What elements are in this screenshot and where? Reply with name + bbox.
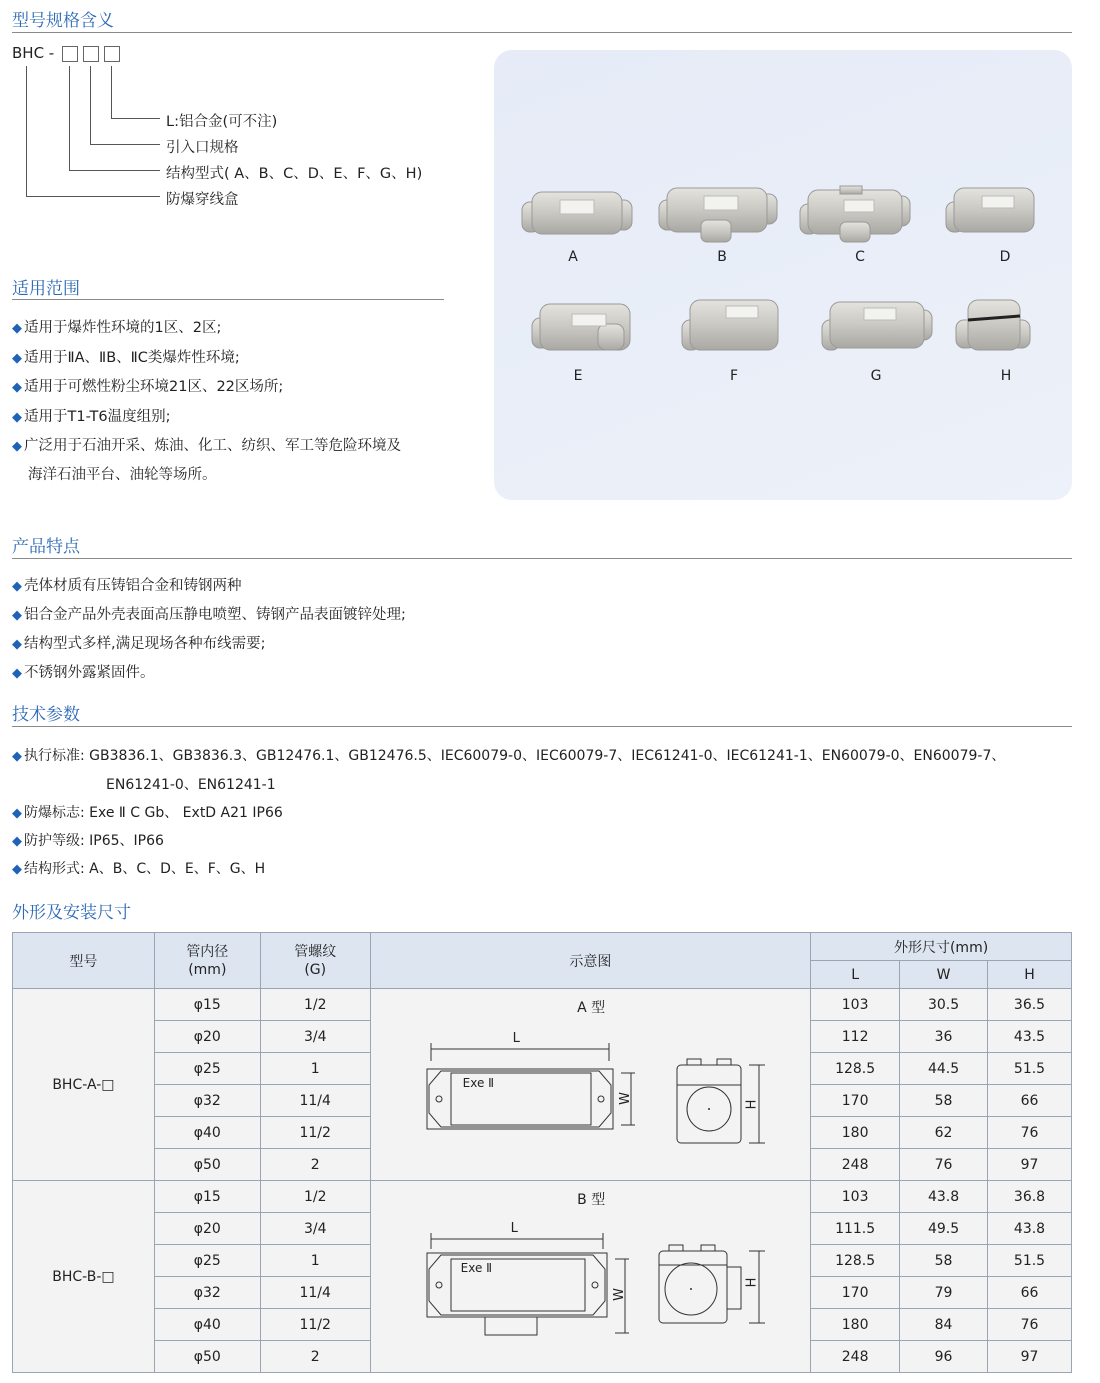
- h-cell: 51.5: [988, 1245, 1072, 1277]
- thread-cell: 1: [260, 1245, 370, 1277]
- thread-cell: 11/2: [260, 1117, 370, 1149]
- leader-line: [26, 196, 160, 197]
- w-cell: 43.8: [900, 1181, 988, 1213]
- diameter-cell: φ32: [154, 1277, 260, 1309]
- product-a-image: [522, 192, 632, 234]
- header-l: L: [811, 961, 900, 989]
- l-cell: 248: [811, 1341, 900, 1373]
- header-model: 型号: [13, 933, 155, 989]
- l-cell: 180: [811, 1117, 900, 1149]
- product-c-image: [800, 186, 910, 242]
- l-cell: 128.5: [811, 1245, 900, 1277]
- diagram-title-b: B 型: [577, 1192, 606, 1208]
- product-b-image: [659, 188, 777, 242]
- header-thread: 管螺纹 (G): [260, 933, 370, 989]
- thread-cell: 2: [260, 1149, 370, 1181]
- diagram-a-plate: Exe Ⅱ: [462, 1076, 495, 1090]
- product-e-image: [532, 304, 630, 350]
- diagram-b-plate: Exe Ⅱ: [460, 1261, 493, 1275]
- model-code-prefix: BHC -: [12, 44, 55, 62]
- w-cell: 30.5: [900, 989, 988, 1021]
- w-cell: 62: [900, 1117, 988, 1149]
- diameter-cell: φ32: [154, 1085, 260, 1117]
- diagram-b-label-h: H: [744, 1277, 760, 1288]
- product-h-image: [956, 300, 1030, 350]
- section-rule: [12, 726, 1072, 727]
- product-d-image: [946, 188, 1034, 232]
- header-w: W: [900, 961, 988, 989]
- w-cell: 58: [900, 1085, 988, 1117]
- w-cell: 96: [900, 1341, 988, 1373]
- header-diagram: 示意图: [370, 933, 810, 989]
- section-title-scope: 适用范围: [12, 279, 80, 299]
- model-code-box-3: [104, 46, 120, 62]
- diameter-cell: φ40: [154, 1309, 260, 1341]
- diagram-title-a: A 型: [577, 1000, 606, 1016]
- model-code-box-1: [62, 46, 78, 62]
- h-cell: 66: [988, 1085, 1072, 1117]
- product-label-g: G: [870, 368, 882, 384]
- leader-line: [69, 66, 70, 170]
- leader-line: [111, 66, 112, 118]
- w-cell: 49.5: [900, 1213, 988, 1245]
- diagram-a-label-l: L: [512, 1031, 520, 1046]
- l-cell: 128.5: [811, 1053, 900, 1085]
- h-cell: 36.5: [988, 989, 1072, 1021]
- dimension-table: [12, 932, 1072, 1373]
- leader-line: [69, 170, 160, 171]
- diagram-a-label-w: W: [617, 1092, 633, 1105]
- l-cell: 170: [811, 1085, 900, 1117]
- scope-item: ◆ 适用于可燃性粉尘环境21区、22区场所;: [12, 379, 284, 395]
- leader-line: [111, 118, 160, 119]
- thread-cell: 11/2: [260, 1309, 370, 1341]
- diagram-b-label-l: L: [510, 1221, 518, 1236]
- section-title-model: 型号规格含义: [12, 11, 114, 31]
- h-cell: 51.5: [988, 1053, 1072, 1085]
- l-cell: 180: [811, 1309, 900, 1341]
- scope-item: ◆ 适用于爆炸性环境的1区、2区;: [12, 320, 222, 336]
- w-cell: 79: [900, 1277, 988, 1309]
- model-cell: BHC-B-□: [13, 1181, 155, 1373]
- tech-standard: ◆ 执行标准: GB3836.1、GB3836.3、GB12476.1、GB12476.5、IEC60079-0、IEC60079-7、IEC61241-0、IEC61241-1、EN60079-0、EN60079-7、: [12, 748, 1006, 764]
- diameter-cell: φ25: [154, 1245, 260, 1277]
- w-cell: 84: [900, 1309, 988, 1341]
- h-cell: 43.8: [988, 1213, 1072, 1245]
- section-title-dims: 外形及安装尺寸: [12, 903, 131, 923]
- product-label-b: B: [717, 249, 727, 265]
- thread-cell: 1: [260, 1053, 370, 1085]
- l-cell: 248: [811, 1149, 900, 1181]
- thread-cell: 11/4: [260, 1277, 370, 1309]
- tech-ip: ◆ 防护等级: IP65、IP66: [12, 833, 164, 849]
- l-cell: 170: [811, 1277, 900, 1309]
- leader-line: [90, 66, 91, 144]
- feature-item: ◆ 壳体材质有压铸铝合金和铸钢两种: [12, 578, 242, 594]
- diagram-a-label-h: H: [744, 1099, 760, 1110]
- diameter-cell: φ20: [154, 1021, 260, 1053]
- tech-standard-continued: EN61241-0、EN61241-1: [106, 777, 276, 793]
- h-cell: 36.8: [988, 1181, 1072, 1213]
- thread-cell: 3/4: [260, 1021, 370, 1053]
- feature-item: ◆ 结构型式多样,满足现场各种布线需要;: [12, 636, 266, 652]
- model-code-box-2: [83, 46, 99, 62]
- diameter-cell: φ40: [154, 1117, 260, 1149]
- header-outline: 外形尺寸(mm): [811, 933, 1072, 961]
- scope-item: ◆ 广泛用于石油开采、炼油、化工、纺织、军工等危险环境及: [12, 438, 401, 454]
- product-label-h: H: [1000, 368, 1012, 384]
- model-legend-entry: 引入口规格: [166, 140, 239, 156]
- header-inner-diameter: 管内径 (mm): [154, 933, 260, 989]
- diagram-b-drawing: [371, 1181, 812, 1369]
- section-rule: [12, 32, 1072, 33]
- thread-cell: 3/4: [260, 1213, 370, 1245]
- section-rule: [12, 299, 444, 300]
- h-cell: 76: [988, 1309, 1072, 1341]
- diameter-cell: φ25: [154, 1053, 260, 1085]
- w-cell: 76: [900, 1149, 988, 1181]
- product-photo-panel: [494, 50, 1072, 500]
- thread-cell: 1/2: [260, 989, 370, 1021]
- l-cell: 112: [811, 1021, 900, 1053]
- diameter-cell: φ20: [154, 1213, 260, 1245]
- table-row: [13, 1181, 1072, 1213]
- leader-line: [90, 144, 160, 145]
- h-cell: 97: [988, 1149, 1072, 1181]
- l-cell: 103: [811, 1181, 900, 1213]
- diameter-cell: φ50: [154, 1149, 260, 1181]
- model-legend-structure: 结构型式( A、B、C、D、E、F、G、H): [166, 166, 423, 182]
- l-cell: 103: [811, 989, 900, 1021]
- h-cell: 66: [988, 1277, 1072, 1309]
- section-rule: [12, 558, 1072, 559]
- thread-cell: 11/4: [260, 1085, 370, 1117]
- product-label-c: C: [855, 249, 865, 265]
- header-h: H: [988, 961, 1072, 989]
- thread-cell: 2: [260, 1341, 370, 1373]
- feature-item: ◆ 不锈钢外露紧固件。: [12, 665, 155, 681]
- product-label-d: D: [999, 249, 1011, 265]
- product-label-f: F: [729, 368, 739, 384]
- diameter-cell: φ50: [154, 1341, 260, 1373]
- l-cell: 111.5: [811, 1213, 900, 1245]
- diagram-cell-a: [370, 989, 810, 1181]
- diagram-a-drawing: [371, 989, 812, 1177]
- feature-item: ◆ 铝合金产品外壳表面高压静电喷塑、铸钢产品表面镀锌处理;: [12, 607, 406, 623]
- diagram-cell-b: [370, 1181, 810, 1373]
- tech-exmark: ◆ 防爆标志: Exe Ⅱ C Gb、 ExtD A21 IP66: [12, 805, 283, 821]
- leader-line: [26, 66, 27, 196]
- model-legend-material: L:铝合金(可不注): [166, 114, 278, 130]
- h-cell: 43.5: [988, 1021, 1072, 1053]
- model-cell: BHC-A-□: [13, 989, 155, 1181]
- product-label-a: A: [568, 249, 578, 265]
- section-title-tech: 技术参数: [12, 705, 80, 725]
- scope-item: ◆ 适用于T1-T6温度组别;: [12, 409, 171, 425]
- tech-structure: ◆ 结构形式: A、B、C、D、E、F、G、H: [12, 861, 266, 877]
- w-cell: 58: [900, 1245, 988, 1277]
- scope-item-continued: 海洋石油平台、油轮等场所。: [28, 467, 217, 483]
- thread-cell: 1/2: [260, 1181, 370, 1213]
- product-f-image: [682, 300, 778, 350]
- diameter-cell: φ15: [154, 1181, 260, 1213]
- diagram-b-label-w: W: [611, 1288, 627, 1301]
- section-title-features: 产品特点: [12, 537, 80, 557]
- model-legend-product: 防爆穿线盒: [166, 192, 239, 208]
- scope-item: ◆ 适用于ⅡA、ⅡB、ⅡC类爆炸性环境;: [12, 350, 240, 366]
- h-cell: 97: [988, 1341, 1072, 1373]
- product-illustrations: [494, 50, 1072, 500]
- table-row: [13, 989, 1072, 1021]
- w-cell: 36: [900, 1021, 988, 1053]
- diameter-cell: φ15: [154, 989, 260, 1021]
- product-label-e: E: [573, 368, 583, 384]
- h-cell: 76: [988, 1117, 1072, 1149]
- product-g-image: [822, 302, 932, 350]
- w-cell: 44.5: [900, 1053, 988, 1085]
